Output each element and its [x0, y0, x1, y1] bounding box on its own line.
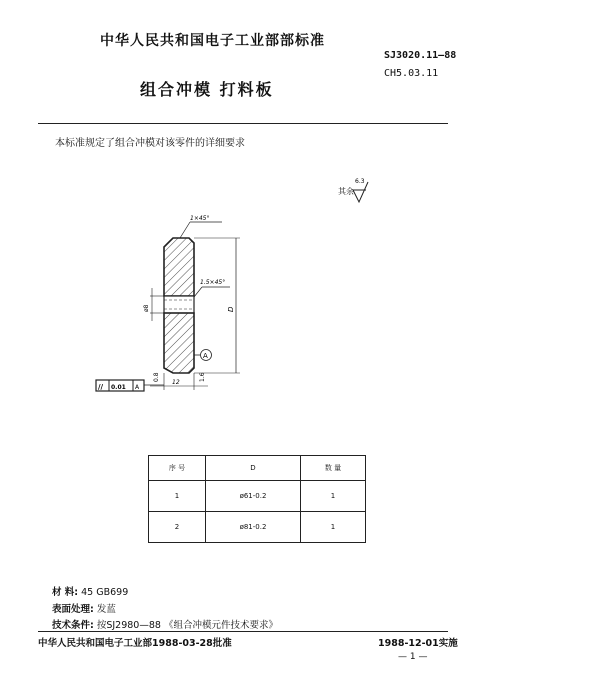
part-code: CH5.03.11 [384, 68, 439, 79]
document-title: 组合冲模 打料板 [140, 80, 274, 99]
fine-roughness-left: 0.8 [153, 372, 160, 382]
tech-value: 按SJ2980—88 《组合冲模元件技术要求》 [96, 620, 278, 631]
datum-label: A [203, 352, 208, 360]
dimension-table [148, 455, 366, 543]
standard-code: SJ3020.11—88 [384, 50, 457, 61]
tolerance-value: 0.01 [111, 384, 126, 391]
hole-dimension: ø8 [143, 304, 150, 312]
header-no: 序 号 [149, 456, 206, 481]
implementation-date: 1988-12-01实施 [378, 638, 458, 649]
diameter-dimension: D [227, 306, 235, 312]
roughness-value: 6.3 [355, 178, 365, 185]
approval-date: 中华人民共和国电子工业部1988-03-28批准 [38, 638, 232, 649]
intro-text: 本标准规定了组合冲模对该零件的详细要求 [55, 138, 245, 149]
page-number: — 1 — [398, 652, 428, 662]
table-row [149, 512, 366, 543]
roughness-symbol [353, 178, 368, 202]
tech-label: 技术条件: [52, 620, 94, 631]
chamfer-top-label: 1×45° [190, 215, 210, 222]
material-label: 材 料: [52, 587, 79, 598]
row-qty: 1 [301, 512, 366, 543]
tolerance-datum: A [135, 384, 140, 391]
row-d: ø81-0.2 [206, 512, 301, 543]
material-line [52, 584, 128, 598]
part-section-upper [164, 238, 194, 296]
surface-label: 表面处理: [52, 604, 94, 615]
material-value: 45 GB699 [81, 587, 129, 598]
surface-value: 发蓝 [96, 604, 116, 615]
header-qty: 数 量 [301, 456, 366, 481]
row-no: 2 [149, 512, 206, 543]
chamfer-hole-label: 1.5×45° [200, 279, 226, 286]
table-row [149, 481, 366, 512]
row-no: 1 [149, 481, 206, 512]
header-d: D [206, 456, 301, 481]
thickness-dimension: 12 [172, 379, 180, 386]
issuing-organization: 中华人民共和国电子工业部部标准 [100, 33, 325, 49]
part-hole [164, 296, 194, 313]
roughness-label: 其余 [338, 187, 354, 196]
tech-line [52, 617, 278, 631]
row-d: ø61-0.2 [206, 481, 301, 512]
fine-roughness-right: 1.6 [199, 372, 206, 382]
part-section-lower [164, 313, 194, 373]
tolerance-symbol: // [98, 383, 104, 391]
table-header [149, 456, 366, 481]
surface-line [52, 601, 116, 615]
row-qty: 1 [301, 481, 366, 512]
footer-rule [38, 631, 448, 632]
